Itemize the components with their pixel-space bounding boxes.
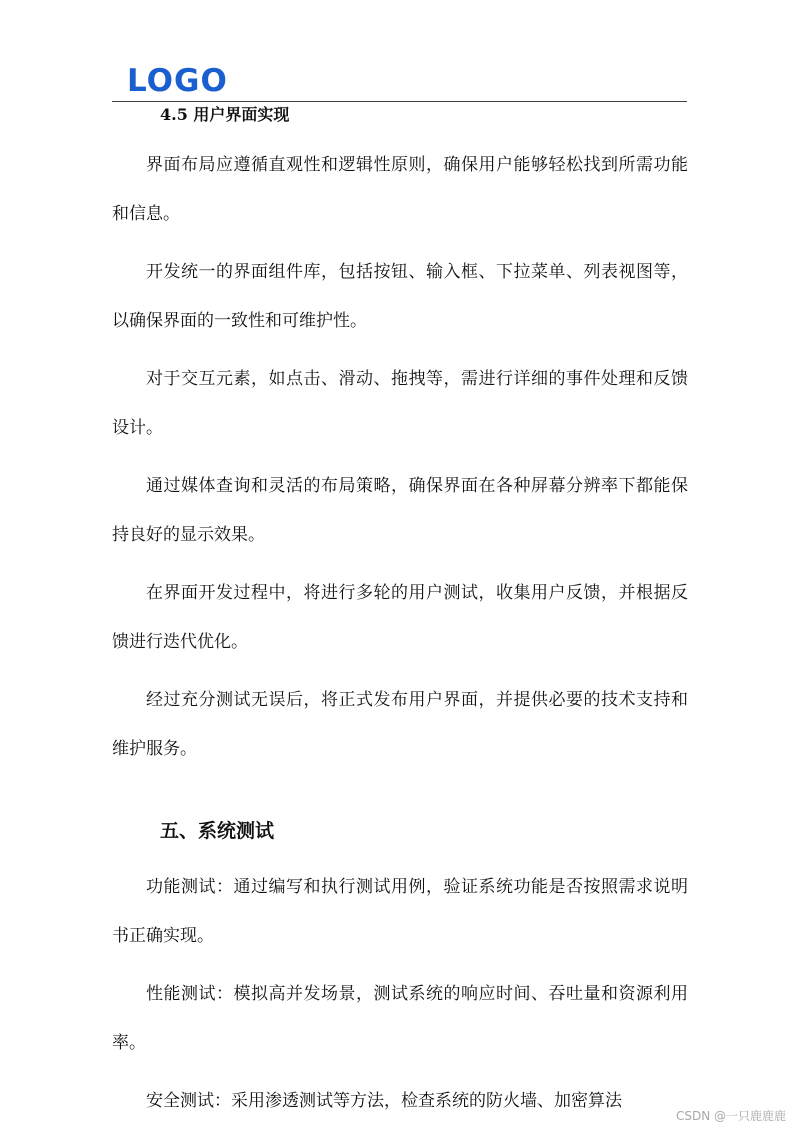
section-system-testing <box>112 813 688 1126</box>
section-heading-4-5: 4.5 用户界面实现 <box>160 105 290 124</box>
section-ui-implementation <box>112 98 688 774</box>
paragraph: 安全测试：采用渗透测试等方法，检查系统的防火墙、加密算法 <box>146 1091 622 1111</box>
section-heading-5: 五、系统测试 <box>160 820 275 842</box>
paragraph: 界面布局应遵循直观性和逻辑性原则，确保用户能够轻松找到所需功能和信息。 <box>112 155 688 224</box>
paragraph: 功能测试：通过编写和执行测试用例，验证系统功能是否按照需求说明书正确实现。 <box>112 877 688 946</box>
paragraph: 性能测试：模拟高并发场景，测试系统的响应时间、吞吐量和资源利用率。 <box>112 984 688 1053</box>
logo: LOGO <box>127 63 228 99</box>
paragraph: 经过充分测试无误后，将正式发布用户界面，并提供必要的技术支持和维护服务。 <box>112 690 688 759</box>
paragraph: 在界面开发过程中，将进行多轮的用户测试，收集用户反馈，并根据反馈进行迭代优化。 <box>112 583 688 652</box>
watermark: CSDN @一只鹿鹿鹿 <box>675 1109 786 1123</box>
paragraph: 对于交互元素，如点击、滑动、拖拽等，需进行详细的事件处理和反馈设计。 <box>112 369 688 438</box>
paragraph: 开发统一的界面组件库，包括按钮、输入框、下拉菜单、列表视图等，以确保界面的一致性和可维护性。 <box>112 262 688 331</box>
paragraph: 通过媒体查询和灵活的布局策略，确保界面在各种屏幕分辨率下都能保持良好的显示效果。 <box>112 476 688 545</box>
section-5-paragraphs <box>112 863 688 1126</box>
document-body <box>112 98 688 1126</box>
